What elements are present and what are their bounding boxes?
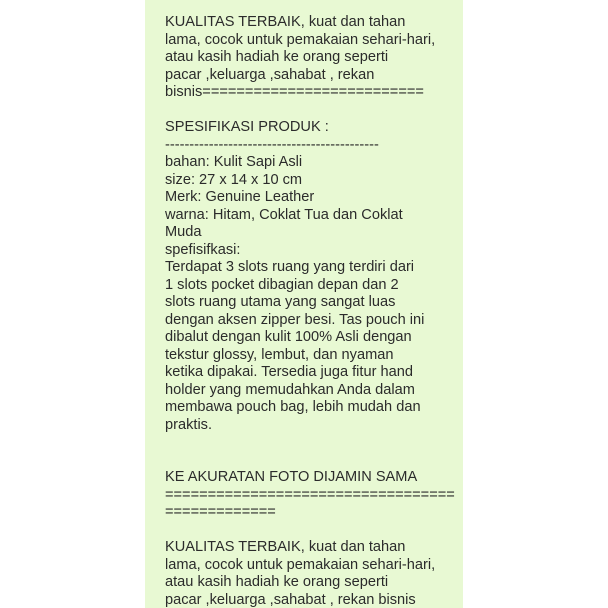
- product-description-text: KUALITAS TERBAIK, kuat dan tahan lama, cocok untuk pemakaian sehari-hari, atau kasih hadiah ke orang seperti pacar ,keluarga ,sahabat , rekan bisnis========================== SPESIFIKASI PRODUK : -------------------------------------------- bahan: Kulit Sapi Asli size: 27 x 14 x 10 cm Merk: Genuine Leather warna: Hitam, Coklat Tua dan Coklat Muda spefisifkasi: Terdapat 3 slots ruang yang terdiri dari 1 slots pocket dibagian depan dan 2 slots ruang utama yang sangat luas dengan aksen zipper besi. Tas pouch ini dibalut dengan kulit 100% Asli dengan tekstur glossy, lembut, dan nyaman ketika dipakai. Tersedia juga fitur hand holder yang memudahkan Anda dalam membawa pouch bag, lebih mudah dan praktis. KE AKURATAN FOTO DIJAMIN SAMA ================================== ============= KUALITAS TERBAIK, kuat dan tahan lama, cocok untuk pemakaian sehari-hari, atau kasih hadiah ke orang seperti pacar ,keluarga ,sahabat , rekan bisnis: [165, 14, 455, 608]
- product-description-panel: [145, 0, 463, 608]
